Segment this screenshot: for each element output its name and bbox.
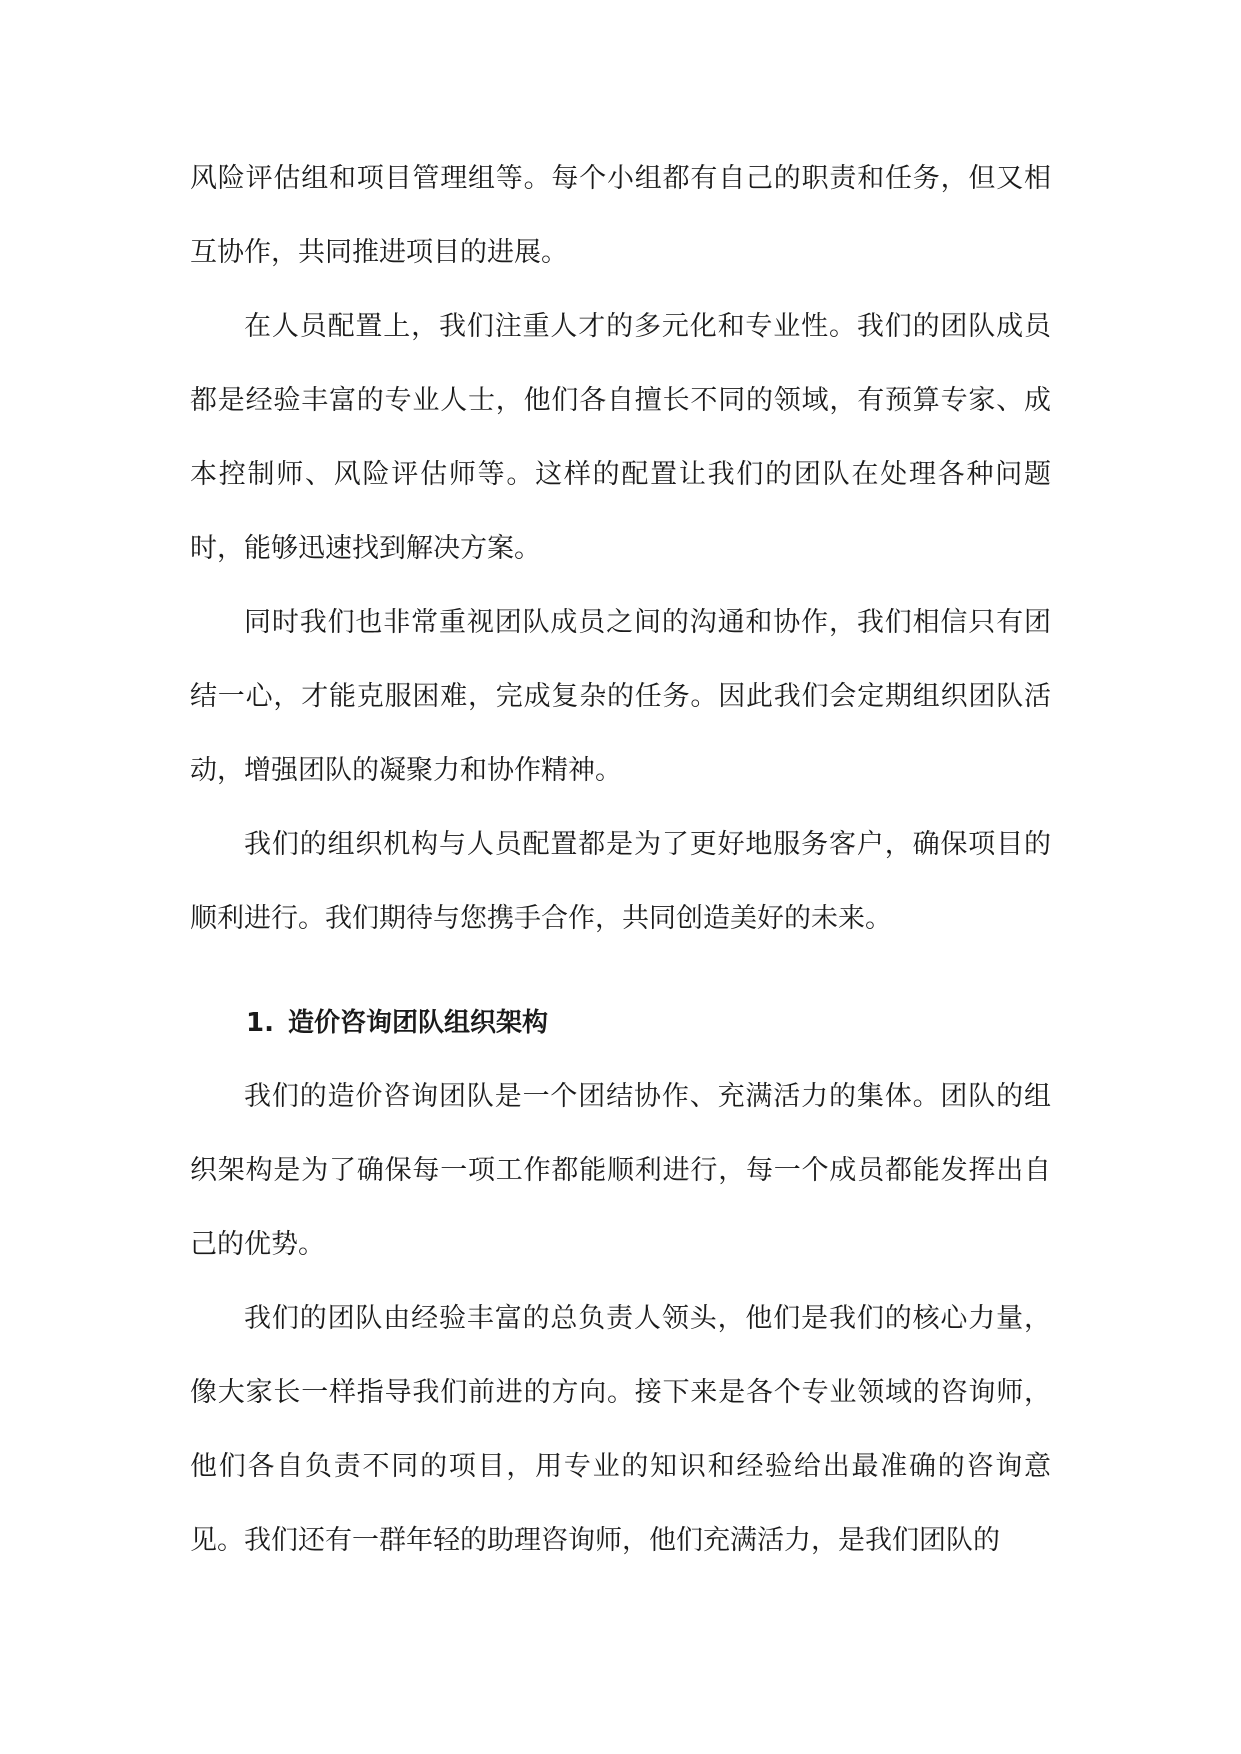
- paragraph-summary: 我们的组织机构与人员配置都是为了更好地服务客户，确保项目的顺利进行。我们期待与您携手合作，共同创造美好的未来。: [190, 829, 1051, 934]
- paragraph-continued: 风险评估组和项目管理组等。每个小组都有自己的职责和任务，但又相互协作，共同推进项目的进展。: [190, 163, 1051, 268]
- paragraph-staffing: 在人员配置上，我们注重人才的多元化和专业性。我们的团队成员都是经验丰富的专业人士，他们各自擅长不同的领域，有预算专家、成本控制师、风险评估师等。这样的配置让我们的团队在处理各种问题时，能够迅速找到解决方案。: [190, 311, 1051, 564]
- paragraph-team-structure: 我们的团队由经验丰富的总负责人领头，他们是我们的核心力量，像大家长一样指导我们前进的方向。接下来是各个专业领域的咨询师，他们各自负责不同的项目，用专业的知识和经验给出最准确的咨询意见。我们还有一群年轻的助理咨询师，他们充满活力，是我们团队的: [190, 1303, 1051, 1556]
- section-number: 1.: [246, 1008, 274, 1038]
- section-heading: [190, 986, 1051, 1060]
- paragraph-communication: 同时我们也非常重视团队成员之间的沟通和协作，我们相信只有团结一心，才能克服困难，完成复杂的任务。因此我们会定期组织团队活动，增强团队的凝聚力和协作精神。: [190, 607, 1051, 786]
- paragraph-team-intro: 我们的造价咨询团队是一个团结协作、充满活力的集体。团队的组织架构是为了确保每一项工作都能顺利进行，每一个成员都能发挥出自己的优势。: [190, 1081, 1051, 1260]
- document-page: [190, 142, 1051, 1578]
- section-title: 造价咨询团队组织架构: [287, 1008, 548, 1038]
